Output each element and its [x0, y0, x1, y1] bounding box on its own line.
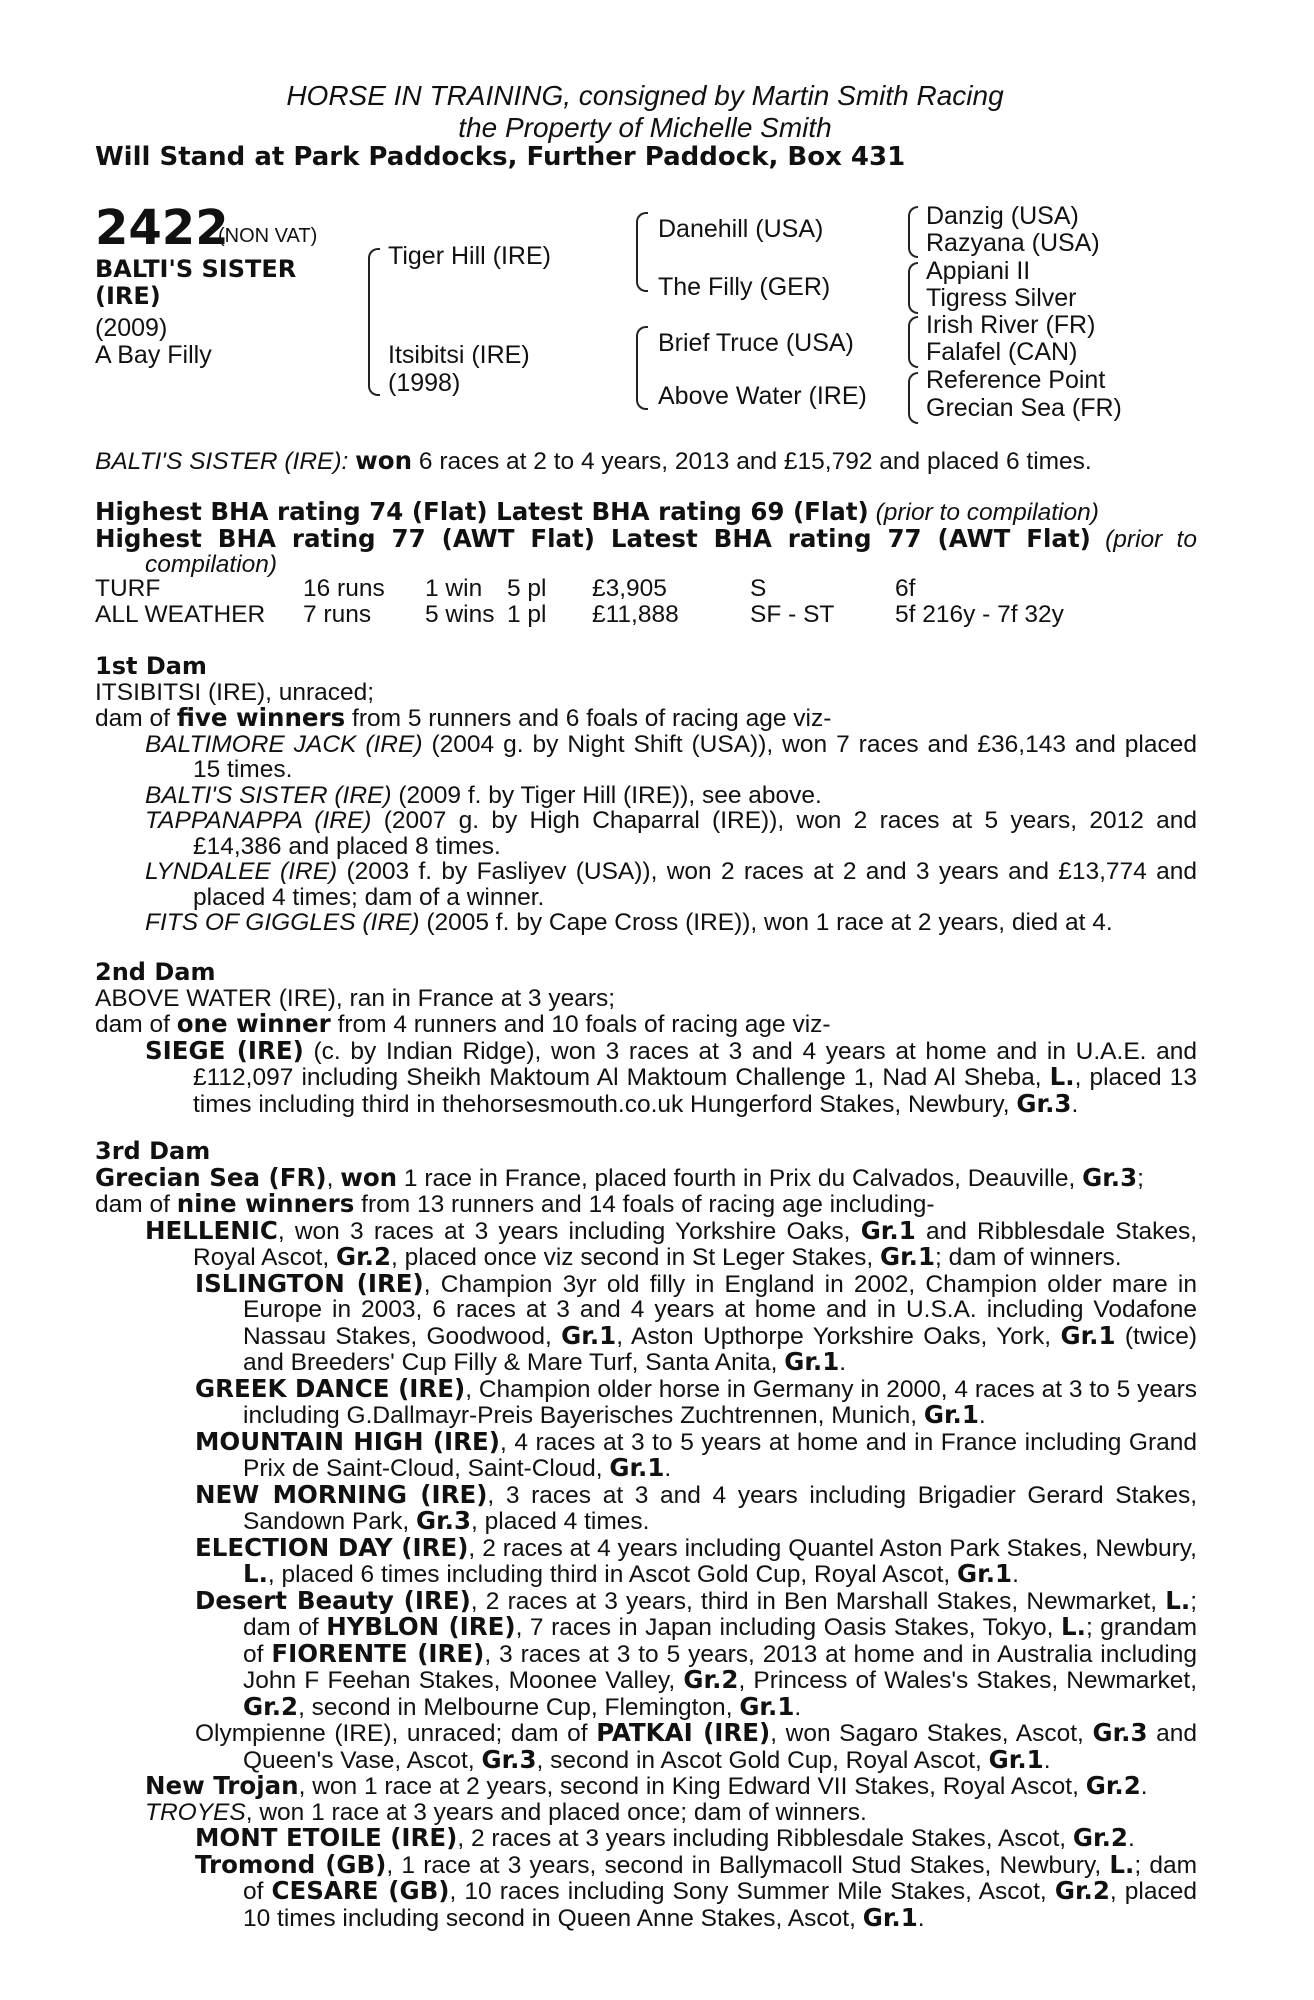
pedigree-bracket-gen1	[368, 248, 380, 396]
flat-rating-note: (prior to compilation)	[875, 499, 1099, 526]
horse-name-line1: BALTI'S SISTER	[95, 255, 297, 283]
awt-rating: Highest BHA rating 77 (AWT Flat) Latest BHA rating 77 (AWT Flat)	[95, 523, 1091, 553]
pedigree-bracket-g3-4	[908, 372, 918, 424]
produce-item: FITS OF GIGGLES (IRE) (2005 f. by Cape Cross (IRE)), won 1 race at 2 years, died at 4.	[145, 909, 1113, 936]
stand-location: Will Stand at Park Paddocks, Further Paddock, Box 431	[95, 142, 906, 172]
produce-item: LYNDALEE (IRE) (2003 f. by Fasliyev (USA)), won 2 races at 2 and 3 years and £13,774 and placed 4 times; dam of a winner.	[145, 858, 1197, 911]
horse-description: A Bay Filly	[95, 341, 212, 369]
record-aw-going: SF - ST	[750, 601, 835, 628]
record-aw-wins: 5 wins	[425, 601, 495, 628]
sire-dam: The Filly (GER)	[658, 273, 831, 301]
sire-sire: Danehill (USA)	[658, 215, 824, 243]
first-dam-line: ITSIBITSI (IRE), unraced;	[95, 678, 375, 706]
first-dam-heading: 1st Dam	[95, 652, 207, 680]
record-turf-wins: 1 win	[425, 575, 483, 602]
third-dam-line: Grecian Sea (FR), won 1 race in France, placed fourth in Prix du Calvados, Deauville, Gr.3;	[95, 1162, 1144, 1192]
first-dam-produce: dam of five winners from 5 runners and 6 foals of racing age viz-	[95, 703, 832, 732]
dam-year: (1998)	[388, 369, 461, 397]
record-turf-going: S	[750, 575, 767, 602]
flat-rating: Highest BHA rating 74 (Flat) Latest BHA rating 69 (Flat)	[95, 497, 869, 526]
record-turf-placed: 5 pl	[507, 575, 547, 602]
sire-sire-dam: Razyana (USA)	[926, 229, 1100, 257]
record-aw-placed: 1 pl	[507, 601, 547, 628]
second-dam-heading: 2nd Dam	[95, 958, 216, 986]
horse-year: (2009)	[95, 314, 168, 342]
second-dam-line: ABOVE WATER (IRE), ran in France at 3 years;	[95, 984, 616, 1012]
property-line: the Property of Michelle Smith	[458, 112, 832, 143]
consignor-line: HORSE IN TRAINING, consigned by Martin Smith Racing	[286, 80, 1004, 111]
vat-status: (NON VAT)	[218, 225, 318, 247]
third-dam-produce: dam of nine winners from 13 runners and 14 foals of racing age including-	[95, 1189, 935, 1218]
third-dam-heading: 3rd Dam	[95, 1137, 211, 1165]
produce-item: ELECTION DAY (IRE), 2 races at 4 years including Quantel Aston Park Stakes, Newbury, L., placed 6 times including third in Ascot Gold Cup, Royal Ascot, Gr.1.	[195, 1532, 1197, 1588]
dam-dam-dam: Grecian Sea (FR)	[926, 394, 1122, 422]
record-aw-surface: ALL WEATHER	[95, 601, 266, 628]
race-summary: BALTI'S SISTER (IRE): won 6 races at 2 to 4 years, 2013 and £15,792 and placed 6 times.	[95, 446, 1092, 475]
produce-item: MONT ETOILE (IRE), 2 races at 3 years including Ribblesdale Stakes, Ascot, Gr.2.	[195, 1823, 1135, 1852]
dam-dam: Above Water (IRE)	[658, 382, 867, 410]
first-dam-section	[95, 654, 1197, 936]
pedigree-bracket-sire	[636, 212, 648, 292]
dam-sire: Brief Truce (USA)	[658, 329, 854, 357]
sire-dam-sire: Appiani II	[926, 257, 1031, 285]
produce-item: SIEGE (IRE) (c. by Indian Ridge), won 3 races at 3 and 4 years at home and in U.A.E. and £112,097 including Sheikh Maktoum Al Maktoum Challenge 1, Nad Al Sheba, L., placed 13 times including third in thehorsesmouth.co.uk Hungerford Stakes, Newbury, Gr.3.	[145, 1035, 1198, 1118]
third-dam-section	[95, 1139, 1197, 1931]
summary-won: won	[355, 446, 413, 475]
produce-item: BALTI'S SISTER (IRE) (2009 f. by Tiger Hill (IRE)), see above.	[145, 781, 822, 809]
horse-name	[95, 256, 296, 310]
produce-item: GREEK DANCE (IRE), Champion older horse in Germany in 2000, 4 races at 3 to 5 years including G.Dallmayr-Preis Bayerisches Zuchtrennen, Munich, Gr.1.	[195, 1373, 1197, 1429]
produce-item: TROYES, won 1 race at 3 years and placed once; dam of winners.	[145, 1798, 867, 1826]
produce-item: HELLENIC, won 3 races at 3 years including Yorkshire Oaks, Gr.1 and Ribblesdale Stakes, Royal Ascot, Gr.2, placed once viz second in St Leger Stakes, Gr.1; dam of winners.	[145, 1215, 1197, 1271]
produce-item: BALTIMORE JACK (IRE) (2004 g. by Night Shift (USA)), won 7 races and £36,143 and placed 15 times.	[145, 730, 1197, 783]
produce-item: Tromond (GB), 1 race at 3 years, second in Ballymacoll Stud Stakes, Newbury, L.; dam of CESARE (GB), 10 races including Sony Summer Mile Stakes, Ascot, Gr.2, placed 10 times including second in Queen Anne Stakes, Ascot, Gr.1.	[195, 1849, 1198, 1932]
produce-item: New Trojan, won 1 race at 2 years, second in King Edward VII Stakes, Royal Ascot, Gr.2.	[145, 1771, 1148, 1800]
dam-dam-sire: Reference Point	[926, 366, 1106, 394]
pedigree-bracket-g3-3	[908, 316, 918, 368]
summary-name: BALTI'S SISTER (IRE)	[95, 448, 342, 475]
second-dam-section	[95, 960, 1197, 1117]
second-dam-produce: dam of one winner from 4 runners and 10 foals of racing age viz-	[95, 1009, 831, 1038]
produce-item: Olympienne (IRE), unraced; dam of PATKAI (IRE), won Sagaro Stakes, Ascot, Gr.3 and Queen's Vase, Ascot, Gr.3, second in Ascot Gold Cup, Royal Ascot, Gr.1.	[195, 1718, 1198, 1774]
produce-item: TAPPANAPPA (IRE) (2007 g. by High Chaparral (IRE)), won 2 races at 5 years, 2012 and £14,386 and placed 8 times.	[145, 807, 1197, 860]
pedigree-bracket-dam	[636, 326, 648, 410]
pedigree-bracket-g3-1	[908, 206, 918, 258]
dam-sire-dam: Falafel (CAN)	[926, 338, 1078, 366]
lot-number: 2422	[95, 200, 229, 256]
record-turf-runs: 16 runs	[303, 575, 385, 602]
dam: Itsibitsi (IRE)	[388, 341, 530, 369]
dam-sire-sire: Irish River (FR)	[926, 311, 1096, 339]
record-turf-distance: 6f	[895, 575, 916, 602]
produce-item: MOUNTAIN HIGH (IRE), 4 races at 3 to 5 years at home and in France including Grand Prix de Saint-Cloud, Saint-Cloud, Gr.1.	[195, 1426, 1197, 1482]
produce-item: ISLINGTON (IRE), Champion 3yr old filly in England in 2002, Champion older mare in Europe in 2003, 6 races at 3 and 4 years at home and in U.S.A. including Vodafone Nassau Stakes, Goodwood, Gr.1, Aston Upthorpe Yorkshire Oaks, York, Gr.1 (twice) and Breeders' Cup Filly & Mare Turf, Santa Anita, Gr.1.	[195, 1268, 1198, 1376]
ratings-block	[95, 499, 1197, 578]
awt-rating-note: (prior to	[1105, 525, 1197, 553]
pedigree-bracket-g3-2	[908, 262, 918, 314]
horse-name-line2: (IRE)	[95, 282, 161, 310]
record-aw-distance: 5f 216y - 7f 32y	[895, 601, 1064, 628]
sire-sire-sire: Danzig (USA)	[926, 202, 1079, 230]
awt-rating-note-cont: compilation)	[145, 551, 278, 578]
record-turf-prize: £3,905	[592, 575, 667, 602]
sire: Tiger Hill (IRE)	[388, 242, 551, 270]
summary-text: 6 races at 2 to 4 years, 2013 and £15,792 and placed 6 times.	[412, 448, 1092, 475]
record-aw-prize: £11,888	[592, 601, 679, 628]
record-turf-surface: TURF	[95, 575, 161, 602]
produce-item: NEW MORNING (IRE), 3 races at 3 and 4 years including Brigadier Gerard Stakes, Sandown Park, Gr.3, placed 4 times.	[195, 1479, 1198, 1535]
produce-item: Desert Beauty (IRE), 2 races at 3 years, third in Ben Marshall Stakes, Newmarket, L.; dam of HYBLON (IRE), 7 races in Japan including Oasis Stakes, Tokyo, L.; grandam of FIORENTE (IRE), 3 races at 3 to 5 years, 2013 at home and in Australia including John F Feehan Stakes, Moonee Valley, Gr.2, Princess of Wales's Stakes, Newmarket, Gr.2, second in Melbourne Cup, Flemington, Gr.1.	[195, 1585, 1197, 1721]
sire-dam-dam: Tigress Silver	[926, 284, 1077, 312]
record-aw-runs: 7 runs	[303, 601, 372, 628]
